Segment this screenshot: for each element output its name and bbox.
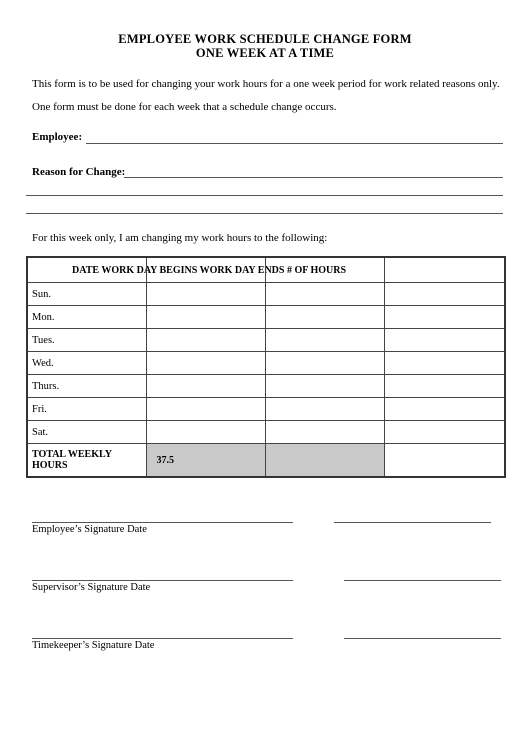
reason-label: Reason for Change: (32, 166, 126, 178)
employee-signature-label: Employee’s Signature Date (32, 524, 147, 535)
supervisor-date-line[interactable] (344, 580, 501, 581)
total-label: TOTAL WEEKLY HOURS (27, 444, 146, 478)
begin-time-cell[interactable] (146, 375, 265, 398)
table-row (27, 283, 505, 306)
hours-cell[interactable] (384, 329, 505, 352)
hours-cell[interactable] (384, 283, 505, 306)
end-time-cell[interactable] (265, 421, 384, 444)
employee-label: Employee: (32, 131, 83, 143)
end-time-cell[interactable] (265, 375, 384, 398)
end-time-cell[interactable] (265, 283, 384, 306)
reason-field-line-3[interactable] (26, 213, 503, 214)
table-row (27, 375, 505, 398)
day-label-sat: Sat. (27, 421, 146, 444)
begin-time-cell[interactable] (146, 283, 265, 306)
week-intro-text: For this week only, I am changing my work hours to the following: (32, 232, 328, 244)
total-shaded-cell (265, 444, 384, 478)
table-header-text: DATE WORK DAY BEGINS WORK DAY ENDS # OF HOURS (72, 264, 347, 276)
begin-time-cell[interactable] (146, 329, 265, 352)
begin-time-cell[interactable] (146, 421, 265, 444)
schedule-table (26, 256, 506, 478)
reason-field-line-2[interactable] (26, 195, 503, 196)
hours-cell[interactable] (384, 306, 505, 329)
employee-date-line[interactable] (334, 522, 491, 523)
begin-time-cell[interactable] (146, 352, 265, 375)
day-label-sun: Sun. (27, 283, 146, 306)
table-row (27, 306, 505, 329)
day-label-mon: Mon. (27, 306, 146, 329)
table-row (27, 421, 505, 444)
intro-text-1: This form is to be used for changing your work hours for a one week period for work related reasons only. (32, 78, 500, 90)
begin-time-cell[interactable] (146, 306, 265, 329)
reason-field[interactable] (124, 177, 503, 178)
employee-signature-line[interactable] (32, 522, 293, 523)
employee-field[interactable] (86, 143, 503, 144)
timekeeper-date-line[interactable] (344, 638, 501, 639)
total-value: 37.5 (146, 444, 265, 478)
table-header-row (27, 257, 505, 283)
form-title: EMPLOYEE WORK SCHEDULE CHANGE FORM (118, 32, 412, 46)
supervisor-signature-line[interactable] (32, 580, 293, 581)
end-time-cell[interactable] (265, 329, 384, 352)
end-time-cell[interactable] (265, 398, 384, 421)
timekeeper-signature-line[interactable] (32, 638, 293, 639)
day-label-fri: Fri. (27, 398, 146, 421)
total-row (27, 444, 505, 478)
table-row (27, 329, 505, 352)
intro-text-2: One form must be done for each week that a schedule change occurs. (32, 101, 337, 113)
day-label-thu: Thurs. (27, 375, 146, 398)
end-time-cell[interactable] (265, 306, 384, 329)
table-row (27, 398, 505, 421)
end-time-cell[interactable] (265, 352, 384, 375)
day-label-wed: Wed. (27, 352, 146, 375)
supervisor-signature-label: Supervisor’s Signature Date (32, 582, 151, 593)
day-label-tue: Tues. (27, 329, 146, 352)
timekeeper-signature-label: Timekeeper’s Signature Date (32, 640, 155, 651)
hours-cell[interactable] (384, 352, 505, 375)
form-subtitle: ONE WEEK AT A TIME (195, 46, 335, 60)
hours-cell[interactable] (384, 375, 505, 398)
hours-cell[interactable] (384, 421, 505, 444)
table-row (27, 352, 505, 375)
total-hours-cell[interactable] (384, 444, 505, 478)
hours-cell[interactable] (384, 398, 505, 421)
begin-time-cell[interactable] (146, 398, 265, 421)
